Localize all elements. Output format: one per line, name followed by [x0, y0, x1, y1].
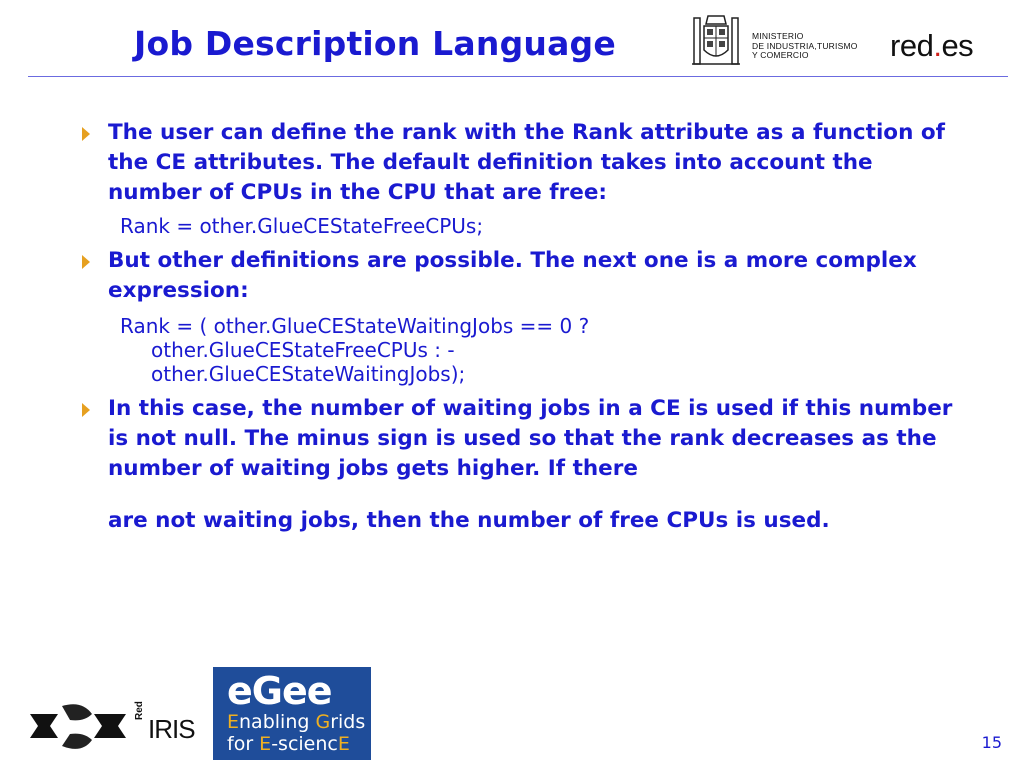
- egee-accent-letter: E: [227, 711, 240, 733]
- bullet-item: [76, 394, 956, 536]
- rediris-small-text: Red: [134, 701, 145, 720]
- rediris-logo: [28, 700, 195, 756]
- code-line: Rank = other.GlueCEStateFreeCPUs;: [120, 214, 484, 238]
- egee-accent-letter: E: [337, 733, 350, 755]
- ministry-line: MINISTERIO: [752, 31, 804, 41]
- bullet-item: [76, 118, 956, 208]
- red-es-prefix: red: [890, 28, 934, 63]
- egee-text: -scienc: [271, 733, 338, 755]
- bullet-arrow-icon: [82, 403, 90, 417]
- egee-accent-letter: E: [259, 733, 272, 755]
- code-line: other.GlueCEStateFreeCPUs : -: [151, 338, 455, 362]
- rediris-text: IRIS: [148, 714, 195, 744]
- slide-body: [76, 118, 956, 536]
- egee-accent-letter: G: [315, 711, 331, 733]
- egee-text: rids: [330, 711, 366, 733]
- bullet-arrow-icon: [82, 127, 90, 141]
- red-es-logo: [890, 28, 973, 64]
- egee-tagline-line: [227, 733, 365, 755]
- code-line: Rank = ( other.GlueCEStateWaitingJobs == 0 ?: [120, 314, 590, 338]
- egee-text: for: [227, 733, 260, 755]
- ministry-line: Y COMERCIO: [752, 50, 809, 60]
- bullet-text: The user can define the rank with the Rank attribute as a function of the CE attributes. The default definition takes into account the number of CPUs in the CPU that are free:: [108, 120, 945, 205]
- code-block: [76, 314, 956, 386]
- ministry-line: DE INDUSTRIA,TURISMO: [752, 40, 858, 51]
- title-divider: [28, 76, 1008, 77]
- code-line: other.GlueCEStateWaitingJobs);: [151, 362, 466, 386]
- red-es-dot: .: [933, 28, 942, 63]
- bullet-text: But other definitions are possible. The next one is a more complex expression:: [108, 248, 917, 303]
- red-es-suffix: es: [941, 28, 974, 63]
- egee-tagline: [227, 711, 365, 755]
- egee-text: nabling: [239, 711, 316, 733]
- ministry-logo-text: [752, 32, 858, 61]
- egee-wordmark: eGee: [227, 669, 332, 713]
- rediris-symbol-icon: [28, 700, 138, 756]
- spanish-coat-of-arms-logo: [688, 12, 744, 70]
- bullet-text: In this case, the number of waiting jobs in a CE is used if this number is not null. The minus sign is used so that the rank decreases as the number of waiting jobs gets higher. If there: [108, 396, 953, 481]
- slide-title: Job Description Language: [134, 24, 616, 63]
- bullet-arrow-icon: [82, 255, 90, 269]
- bullet-item: [76, 246, 956, 306]
- bullet-text-continued: are not waiting jobs, then the number of free CPUs is used.: [108, 508, 830, 533]
- egee-logo: [213, 667, 371, 760]
- egee-tagline-line: [227, 711, 365, 733]
- page-number: 15: [981, 733, 1002, 752]
